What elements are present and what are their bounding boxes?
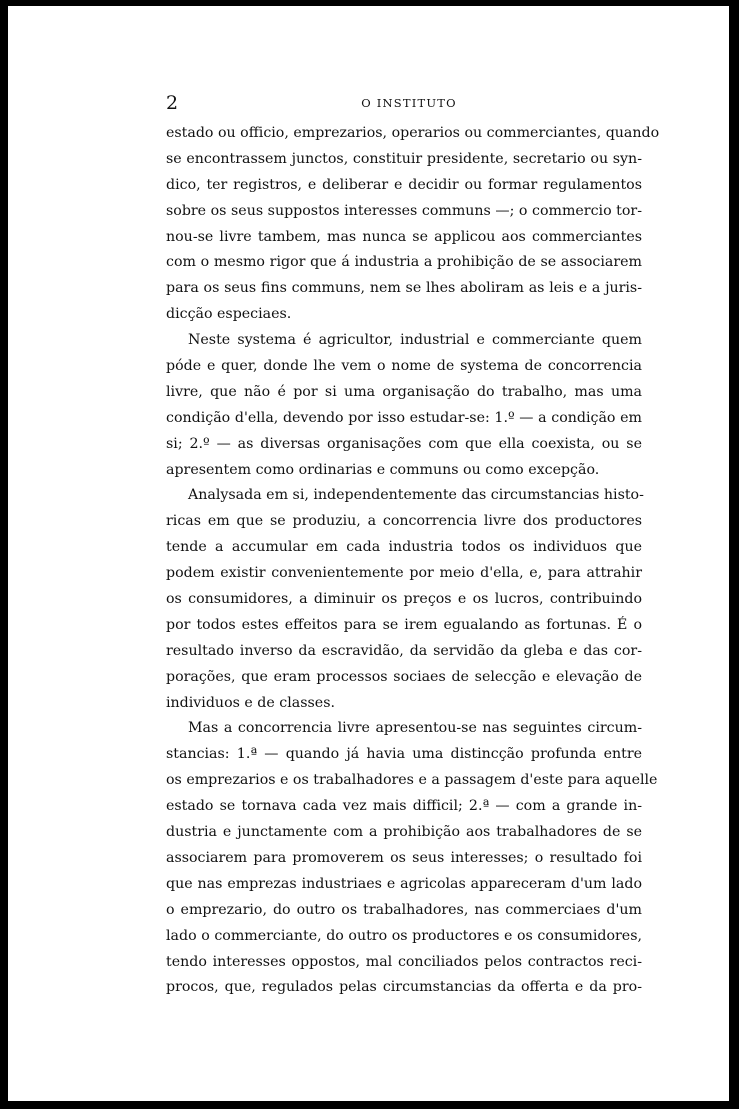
text-line: o emprezario, do outro os trabalhadores, nas commerciaes d'um [166,901,642,918]
text-line: ricas em que se produziu, a concorrencia livre dos productores [166,513,642,530]
text-line: dicção especiaes. [166,306,292,323]
text-line: estado ou officio, emprezarios, operarios ou commerciantes, quando [166,125,660,141]
text-line: se encontrassem junctos, constituir presidente, secretario ou syn- [166,150,642,167]
text-line: nou-se livre tambem, mas nunca se applicou aos commerciantes [166,228,642,245]
text-line: Mas a concorrencia livre apresentou-se nas seguintes circum- [188,720,642,737]
text-line: que nas emprezas industriaes e agricolas appareceram d'um lado [166,875,642,892]
text-line: livre, que não é por si uma organisação do trabalho, mas uma [166,383,642,400]
text-line: individuos e de classes. [166,694,335,711]
running-head: O INSTITUTO [361,96,457,110]
text-line: apresentem como ordinarias e communs ou como excepção. [166,461,600,478]
text-line: stancias: 1.ª — quando já havia uma distincção profunda entre [166,746,642,763]
text-line: tendo interesses oppostos, mal conciliados pelos contractos reci- [166,953,642,970]
text-line: lado o commerciante, do outro os productores e os consumidores, [166,927,642,944]
text-line: sobre os seus suppostos interesses communs —; o commercio tor- [166,202,642,219]
text-line: dustria e junctamente com a prohibição aos trabalhadores de se [166,824,642,841]
paragraph [166,483,642,716]
body-text [166,121,660,1001]
page-header [164,92,640,116]
text-line: estado se tornava cada vez mais difficil; 2.ª — com a grande in- [166,798,642,815]
page-number: 2 [166,92,179,114]
text-line: porações, que eram processos sociaes de selecção e elevação de [166,668,642,685]
text-line: tende a accumular em cada industria todos os individuos que [166,539,642,556]
text-line: póde e quer, donde lhe vem o nome de systema de concorrencia [166,358,642,375]
text-line: procos, que, regulados pelas circumstancias da offerta e da pro- [166,979,642,996]
paragraph [166,121,660,328]
text-line: si; 2.º — as diversas organisações com que ella coexista, ou se [166,435,642,452]
text-line: podem existir convenientemente por meio d'ella, e, para attrahir [166,565,642,582]
text-line: os emprezarios e os trabalhadores e a passagem d'este para aquelle [166,772,658,789]
text-line: dico, ter registros, e deliberar e decidir ou formar regulamentos [166,176,642,193]
text-line: para os seus fins communs, nem se lhes aboliram as leis e a juris- [166,280,642,297]
text-line: associarem para promoverem os seus interesses; o resultado foi [166,849,642,866]
text-line: Neste systema é agricultor, industrial e commerciante quem [188,332,642,349]
text-line: os consumidores, a diminuir os preços e os lucros, contribuindo [166,591,642,608]
text-line: por todos estes effeitos para se irem egualando as fortunas. É o [166,616,642,633]
text-line: com o mesmo rigor que á industria a prohibição de se associarem [166,254,642,271]
paragraph [166,328,642,483]
paragraph [166,716,658,1001]
text-line: resultado inverso da escravidão, da servidão da gleba e das cor- [166,642,642,659]
text-line: Analysada em si, independentemente das circumstancias histo- [188,487,644,504]
text-line: condição d'ella, devendo por isso estudar-se: 1.º — a condição em [166,409,642,426]
